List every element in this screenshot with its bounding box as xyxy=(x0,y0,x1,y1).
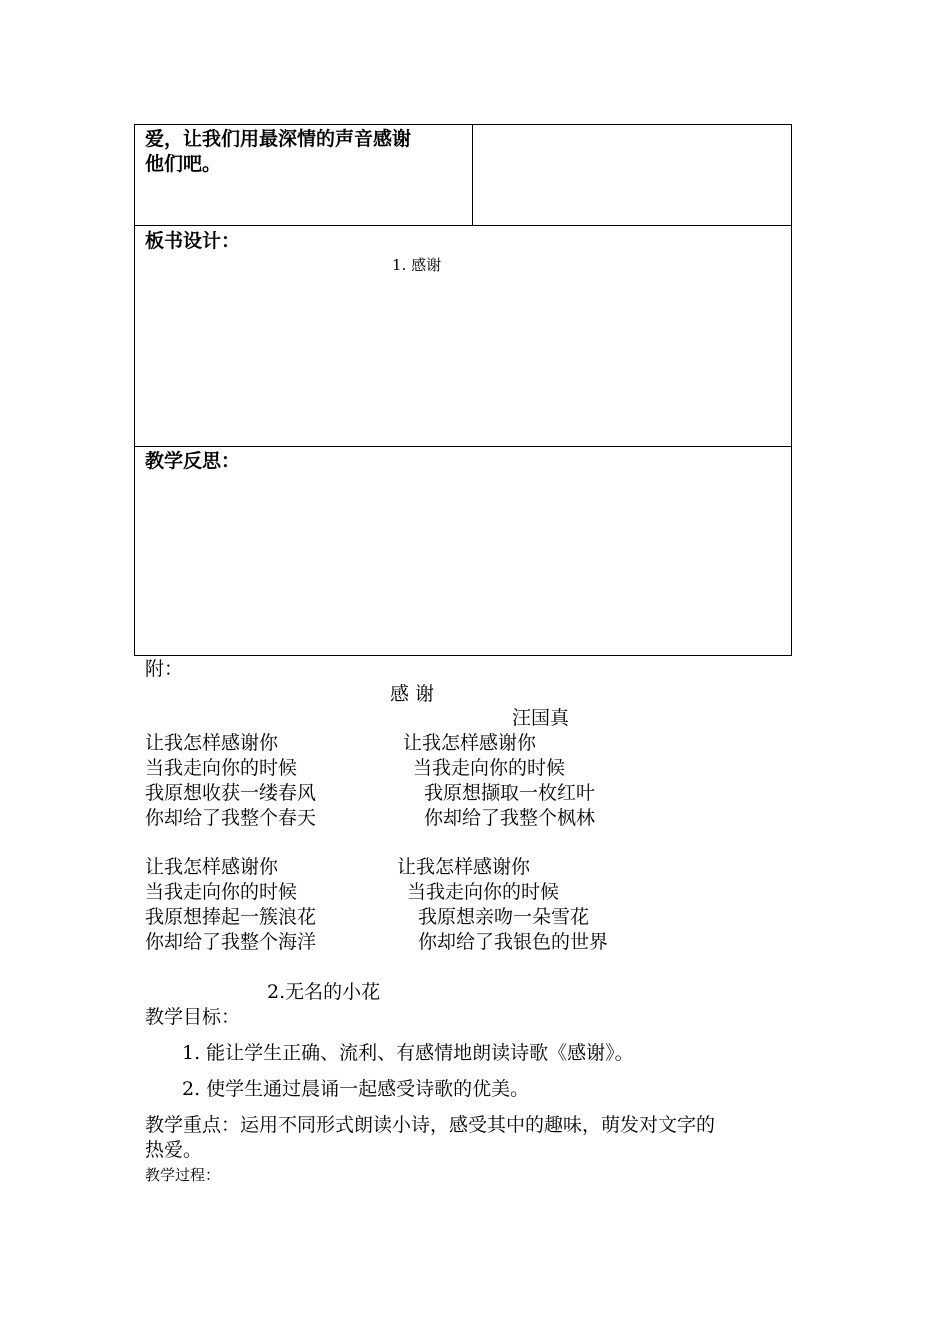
board-design-content: 1. 感谢 xyxy=(392,256,442,274)
poem-line: 让我怎样感谢你 xyxy=(145,856,279,878)
table-row1-line2: 他们吧。 xyxy=(145,153,222,175)
row-divider xyxy=(135,225,791,226)
appendix-label: 附： xyxy=(145,658,184,680)
poem-line: 你却给了我银色的世界 xyxy=(418,931,609,953)
reflection-label: 教学反思： xyxy=(145,450,241,472)
goal-item: 1. 能让学生正确、流利、有感情地朗读诗歌《感谢》。 xyxy=(182,1042,634,1064)
poem-line: 你却给了我整个枫林 xyxy=(424,807,596,829)
poem-author: 汪国真 xyxy=(512,707,570,729)
poem-line: 我原想收获一缕春风 xyxy=(145,782,317,804)
lesson-title: 2.无名的小花 xyxy=(267,981,381,1003)
poem-line: 让我怎样感谢你 xyxy=(145,732,279,754)
poem-line: 我原想亲吻一朵雪花 xyxy=(418,906,590,928)
poem-line: 当我走向你的时候 xyxy=(413,757,566,779)
poem-line: 让我怎样感谢你 xyxy=(397,856,531,878)
board-design-label: 板书设计： xyxy=(145,230,241,252)
process-label: 教学过程： xyxy=(145,1166,221,1184)
column-divider xyxy=(472,125,473,225)
goals-label: 教学目标： xyxy=(145,1006,241,1028)
poem-line: 让我怎样感谢你 xyxy=(403,732,537,754)
row-divider xyxy=(135,446,791,447)
poem-line: 我原想撷取一枚红叶 xyxy=(424,782,596,804)
poem-line: 你却给了我整个春天 xyxy=(145,807,317,829)
poem-title: 感 谢 xyxy=(390,683,435,705)
poem-line: 当我走向你的时候 xyxy=(145,757,298,779)
lesson-table xyxy=(134,124,792,656)
poem-line: 当我走向你的时候 xyxy=(407,881,560,903)
poem-line: 你却给了我整个海洋 xyxy=(145,931,317,953)
poem-line: 当我走向你的时候 xyxy=(145,881,298,903)
poem-line: 我原想捧起一簇浪花 xyxy=(145,906,317,928)
goal-item: 2. 使学生通过晨诵一起感受诗歌的优美。 xyxy=(182,1078,530,1100)
key-points-line2: 热爱。 xyxy=(145,1139,203,1161)
key-points-line1: 教学重点：运用不同形式朗读小诗，感受其中的趣味，萌发对文字的 xyxy=(145,1114,716,1136)
table-row1-line1: 爱，让我们用最深情的声音感谢 xyxy=(145,128,412,150)
